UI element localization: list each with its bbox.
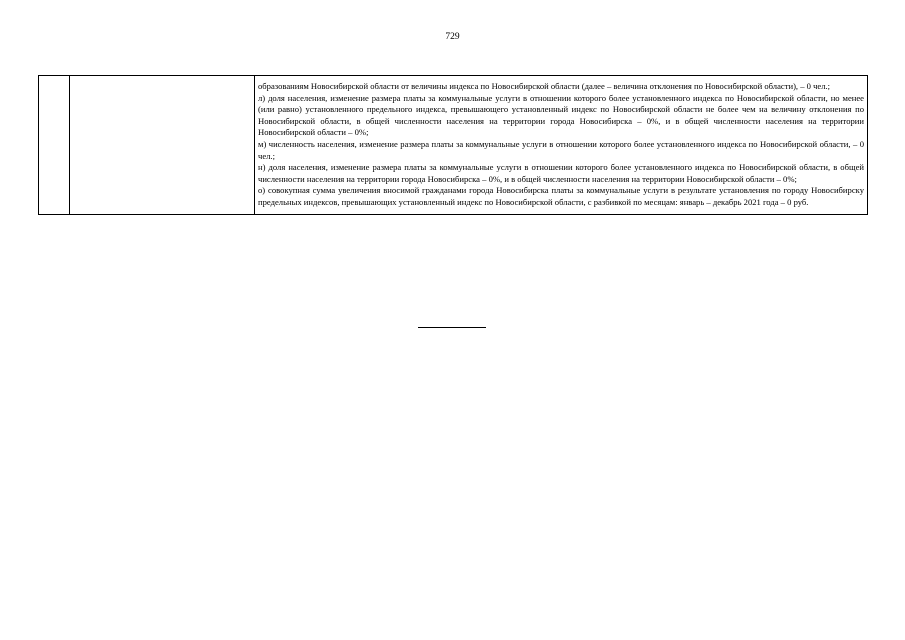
table-row: [39, 76, 868, 215]
paragraph-item-o: о) совокупная сумма увеличения вносимой гражданами города Новосибирска платы за коммунальные услуги в результате установления по городу Новосибирску предельных индексов, превышающих установленный индекс по Новосибирской области, с разбивкой по месяцам: январь – декабрь 2021 года – 0 руб.: [258, 185, 864, 207]
table-cell-indicator: [70, 76, 255, 215]
paragraph-item-l: л) доля населения, изменение размера платы за коммунальные услуги в отношении которого более установленного индекса по Новосибирской области, но менее (или равно) установленного предельного индекса, превышающего установленный индекс по Новосибирской области не более чем на величину отклонения по Новосибирской области, в общей численности населения на территории города Новосибирска – 0%, и в общей численности населения на территории Новосибирской области – 0%;: [258, 92, 864, 138]
page-number: 729: [445, 32, 460, 42]
footnote-separator: [418, 327, 486, 328]
cell-content-text: [255, 76, 867, 214]
content-table: [38, 75, 868, 215]
paragraph-continuation: образованиям Новосибирской области от величины индекса по Новосибирской области (далее – величина отклонения по Новосибирской области), – 0 чел.;: [258, 81, 831, 91]
paragraph-item-n: н) доля населения, изменение размера платы за коммунальные услуги в отношении которого более установленного индекса по Новосибирской области, в общей численности населения на территории города Новосибирска – 0%, и в общей численности населения на территории Новосибирской области – 0%;: [258, 162, 864, 184]
table-cell-number: [39, 76, 70, 215]
table-cell-content: [255, 76, 868, 215]
paragraph-item-m: м) численность населения, изменение размера платы за коммунальные услуги в отношении которого более установленного индекса по Новосибирской области, – 0 чел.;: [258, 138, 864, 161]
